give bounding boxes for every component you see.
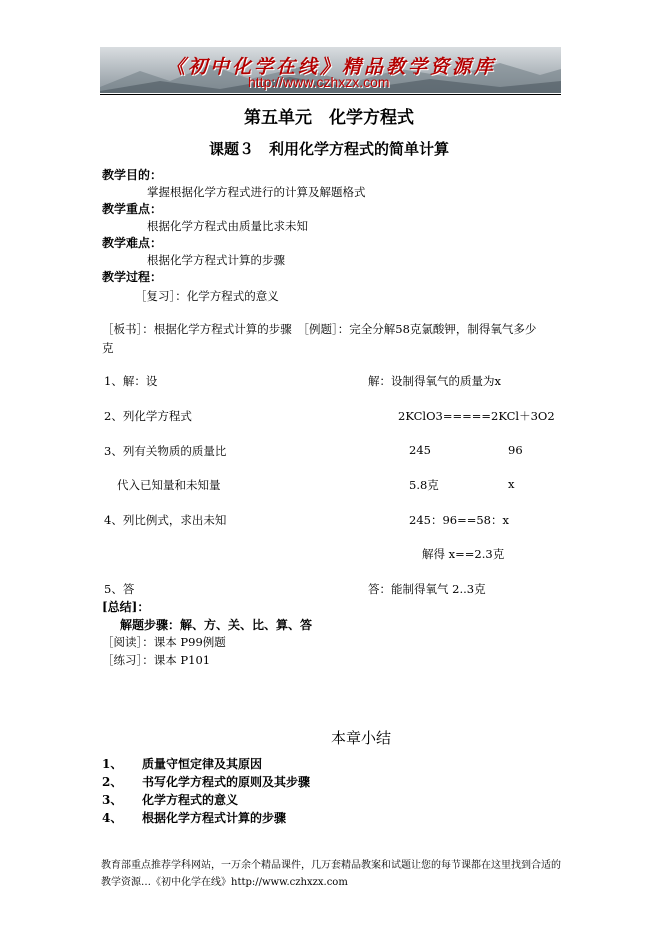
summary-label: [总结]： xyxy=(102,600,150,614)
summary-item-1-num: 1、 xyxy=(102,757,123,771)
summary-item-4: 根据化学方程式计算的步骤 xyxy=(142,811,287,825)
board-line-1: ［板书］：根据化学方程式计算的步骤 ［例题］：完全分解58克氯酸钾，制得氧气多少 xyxy=(102,322,537,336)
unit-title: 第五单元 化学方程式 xyxy=(244,108,414,128)
goal-text: 掌握根据化学方程式进行的计算及解题格式 xyxy=(147,185,366,199)
summary-item-4-num: 4、 xyxy=(102,811,123,825)
key-label: 教学重点： xyxy=(102,202,163,216)
reading-text: ［阅读］：课本 P99例题 xyxy=(102,635,226,649)
summary-item-2: 书写化学方程式的原则及其步骤 xyxy=(142,775,311,789)
header-banner xyxy=(100,47,561,93)
header-divider xyxy=(100,94,561,95)
step-2-right: 2KClO3=====2KCl＋3O2 xyxy=(398,409,555,423)
summary-item-3: 化学方程式的意义 xyxy=(142,793,239,807)
step-3b-known: 5.8克 xyxy=(409,478,439,492)
step-4-left: 4、列比例式，求出未知 xyxy=(104,513,227,527)
step-5-left: 5、答 xyxy=(104,582,135,596)
difficulty-text: 根据化学方程式计算的步骤 xyxy=(147,253,285,267)
step-solve: 解得 x==2.3克 xyxy=(422,547,505,561)
lesson-title: 课题３ 利用化学方程式的简单计算 xyxy=(209,140,450,158)
summary-steps: 解题步骤：解、方、关、比、算、答 xyxy=(120,618,313,632)
difficulty-label: 教学难点： xyxy=(102,236,163,250)
practice-text: ［练习］：课本 P101 xyxy=(102,653,211,667)
step-2-left: 2、列化学方程式 xyxy=(104,409,192,423)
review-text: ［复习］：化学方程式的意义 xyxy=(135,289,279,303)
step-1-left: 1、解：设 xyxy=(104,374,158,388)
summary-item-3-num: 3、 xyxy=(102,793,123,807)
footer-line-2: 教学资源…《初中化学在线》http://www.czhxzx.com xyxy=(101,877,348,888)
key-text: 根据化学方程式由质量比求未知 xyxy=(147,219,308,233)
process-label: 教学过程： xyxy=(102,270,163,284)
footer-line-1: 教育部重点推荐学科网站，一万余个精品课件，几万套精品教案和试题让您的每节课都在这里找到合适的 xyxy=(101,860,561,871)
step-3b-left: 代入已知量和未知量 xyxy=(117,478,221,492)
step-4-right: 245：96==58：x xyxy=(409,513,509,527)
banner-url-link[interactable]: http://www.czhxzx.com xyxy=(248,74,390,90)
banner-title: 《初中化学在线》精品教学资源库 xyxy=(166,56,497,78)
board-line-2: 克 xyxy=(102,341,114,355)
step-3b-unknown: x xyxy=(508,477,515,491)
step-3-mass-a: 245 xyxy=(409,443,431,457)
step-5-right: 答：能制得氧气 2..3克 xyxy=(368,582,486,596)
goal-label: 教学目的： xyxy=(102,168,163,182)
summary-item-2-num: 2、 xyxy=(102,775,123,789)
summary-item-1: 质量守恒定律及其原因 xyxy=(142,757,263,771)
step-3-left: 3、列有关物质的质量比 xyxy=(104,444,227,458)
step-3-mass-b: 96 xyxy=(508,443,523,457)
chapter-summary-title: 本章小结 xyxy=(331,729,392,747)
step-1-right: 解：设制得氧气的质量为x xyxy=(368,374,501,388)
